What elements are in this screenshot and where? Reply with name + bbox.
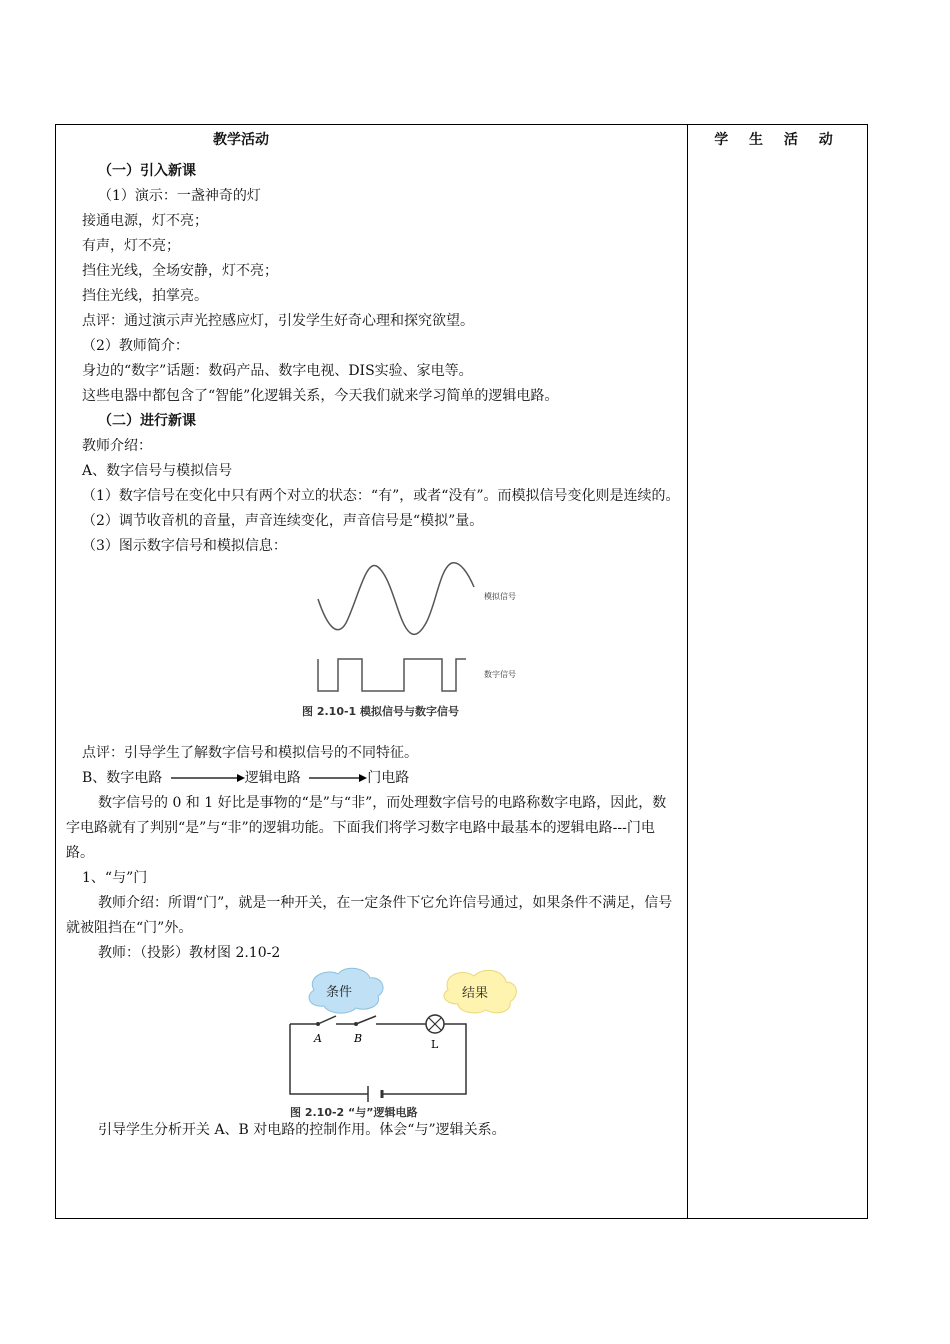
digital-label: 数字信号 xyxy=(484,670,516,679)
guide-text: 引导学生分析开关 A、B 对电路的控制作用。体会“与”逻辑关系。 xyxy=(98,1122,506,1138)
digital-wave xyxy=(318,659,466,691)
intro-text: 这些电器中都包含了“智能”化逻辑关系，今天我们就来学习简单的逻辑电路。 xyxy=(82,388,559,404)
condition-label: 条件 xyxy=(326,985,353,1000)
teacher-projection: 教师：（投影）教材图 2.10-2 xyxy=(98,945,281,961)
paragraph: 数字信号的 0 和 1 好比是事物的“是”与“非”，而处理数字信号的电路称数字电路，因此，数字电路就有了判别“是”与“非”的逻辑功能。下面我们将学习数字电路中最基本的逻辑电路---门电路。 xyxy=(66,795,667,861)
and-circuit-figure xyxy=(66,966,680,1118)
and-circuit-diagram xyxy=(66,966,680,1118)
switch-b xyxy=(356,1016,376,1024)
teaching-activity-header: 教学活动 xyxy=(213,132,269,148)
result-label: 结果 xyxy=(462,986,489,1001)
paragraph: 教师介绍：所谓“门”，就是一种开关，在一定条件下它允许信号通过，如果条件不满足，信号就被阻挡在“门”外。 xyxy=(66,895,673,936)
lesson-table xyxy=(55,124,868,1219)
demo-line: 有声，灯不亮； xyxy=(82,238,180,254)
condition-cloud xyxy=(309,968,383,1013)
lamp-label: L xyxy=(431,1038,439,1051)
subsection-b-title xyxy=(66,766,680,791)
intro-title: （2）教师简介： xyxy=(82,338,189,354)
paragraph: （2）调节收音机的音量，声音连续变化，声音信号是“模拟”量。 xyxy=(82,513,484,529)
result-cloud xyxy=(444,970,516,1013)
analog-wave xyxy=(318,563,474,635)
analog-label: 模拟信号 xyxy=(484,592,516,601)
teacher-intro: 教师介绍： xyxy=(82,438,152,454)
paragraph: （1）数字信号在变化中只有两个对立的状态：“有”，或者“没有”。而模拟信号变化则是连续的。 xyxy=(82,488,680,504)
arrow-icon xyxy=(305,773,367,783)
lamp-icon xyxy=(426,1015,444,1033)
and-gate-title: 1、“与”门 xyxy=(82,870,148,886)
figure-caption: 图 2.10-2 “与”逻辑电路 xyxy=(290,1106,418,1118)
demo-line: 接通电源，灯不亮； xyxy=(82,213,208,229)
paragraph: （3）图示数字信号和模拟信息： xyxy=(82,538,287,554)
teaching-activity-column xyxy=(56,125,687,1218)
student-activity-column xyxy=(688,125,867,1218)
switch-a xyxy=(318,1016,336,1024)
comment: 点评：通过演示声光控感应灯，引发学生好奇心理和探究欲望。 xyxy=(82,313,474,329)
demo-line: 挡住光线，拍掌亮。 xyxy=(82,288,208,304)
intro-text: 身边的“数字”话题：数码产品、数字电视、DIS实验、家电等。 xyxy=(82,363,473,379)
switch-b-label: B xyxy=(354,1032,363,1045)
subsection-a-title: A、数字信号与模拟信号 xyxy=(82,463,233,479)
figure-caption: 图 2.10-1 模拟信号与数字信号 xyxy=(302,705,460,718)
switch-a-label: A xyxy=(314,1032,322,1045)
signal-figure xyxy=(66,559,680,741)
teaching-content xyxy=(66,159,680,1143)
arrow-icon xyxy=(167,773,245,783)
signal-diagram xyxy=(66,559,680,741)
b-part-2: 逻辑电路 xyxy=(244,770,301,786)
student-activity-header: 学 生 活 动 xyxy=(714,132,841,148)
b-part-1: B、数字电路 xyxy=(82,770,163,786)
b-part-3: 门电路 xyxy=(367,770,410,786)
section-new-title: （二）进行新课 xyxy=(98,413,196,429)
comment: 点评：引导学生了解数字信号和模拟信号的不同特征。 xyxy=(82,745,418,761)
demo-title: （1）演示：一盏神奇的灯 xyxy=(98,188,261,204)
demo-line: 挡住光线，全场安静，灯不亮； xyxy=(82,263,278,279)
section-intro-title: （一）引入新课 xyxy=(98,163,196,179)
